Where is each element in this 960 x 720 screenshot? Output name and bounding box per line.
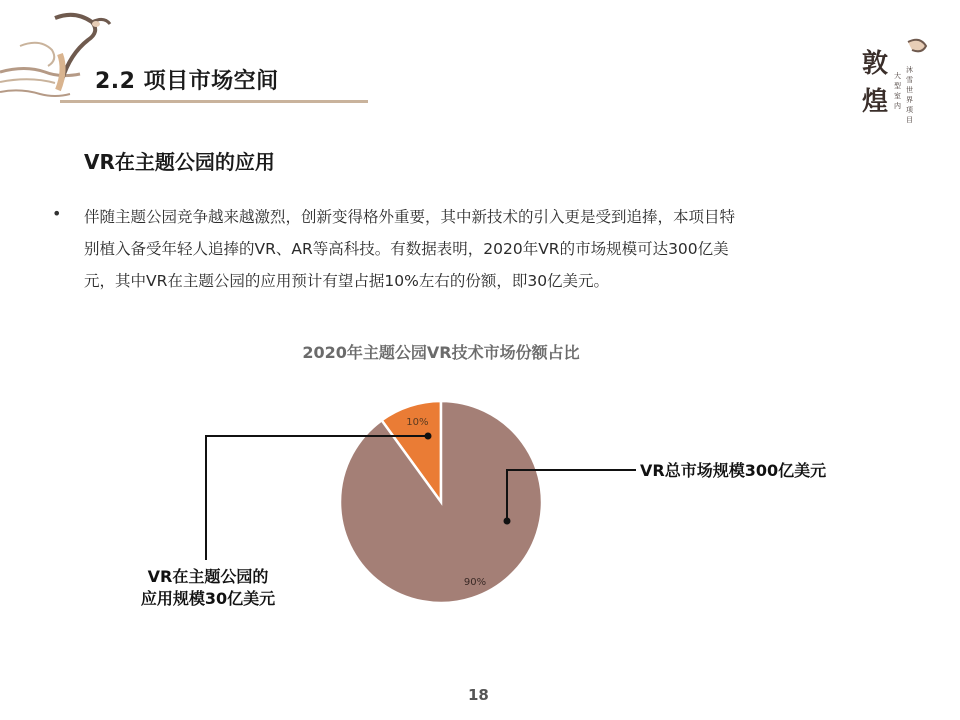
body-paragraph — [84, 201, 884, 297]
pie-chart — [0, 330, 960, 630]
title-underline — [60, 100, 368, 103]
svg-text:沐: 沐 — [906, 66, 913, 74]
svg-text:室: 室 — [894, 92, 901, 100]
subtitle: VR在主题公园的应用 — [84, 150, 275, 174]
svg-text:雪: 雪 — [906, 76, 913, 84]
pie-slice-90 — [340, 401, 542, 603]
callout-label-small-line2: 应用规模30亿美元 — [140, 589, 276, 608]
svg-text:敦: 敦 — [862, 49, 889, 79]
section-title: 2.2 项目市场空间 — [95, 69, 279, 94]
callout-label-large: VR总市场规模300亿美元 — [640, 461, 827, 480]
chart-title: 2020年主题公园VR技术市场份额占比 — [302, 343, 580, 362]
callout-dot-small — [425, 433, 432, 440]
decorative-apsara-ornament — [0, 10, 130, 110]
svg-text:目: 目 — [906, 116, 913, 124]
svg-text:世: 世 — [906, 86, 913, 94]
dunhuang-logo — [858, 38, 928, 128]
bullet-marker: • — [52, 204, 62, 223]
svg-text:型: 型 — [894, 82, 901, 90]
callout-label-small-line1: VR在主题公园的 — [147, 567, 269, 586]
pie-slice-label-90: 90% — [463, 577, 487, 589]
svg-text:项: 项 — [906, 106, 913, 114]
svg-text:界: 界 — [906, 96, 913, 104]
paragraph-line: 伴随主题公园竞争越来越激烈，创新变得格外重要，其中新技术的引入更是受到追捧，本项目特 — [84, 208, 736, 226]
pie-slice-label-10: 10% — [406, 417, 429, 429]
svg-text:大: 大 — [894, 72, 901, 80]
paragraph-line: 元，其中VR在主题公园的应用预计有望占据10%左右的份额，即30亿美元。 — [84, 272, 610, 290]
callout-dot-large — [504, 518, 511, 525]
svg-text:内: 内 — [894, 102, 901, 110]
page-number: 18 — [468, 686, 489, 704]
paragraph-line: 别植入备受年轻人追捧的VR、AR等高科技。有数据表明，2020年VR的市场规模可达300亿美 — [84, 240, 729, 258]
svg-text:煌: 煌 — [862, 87, 889, 117]
